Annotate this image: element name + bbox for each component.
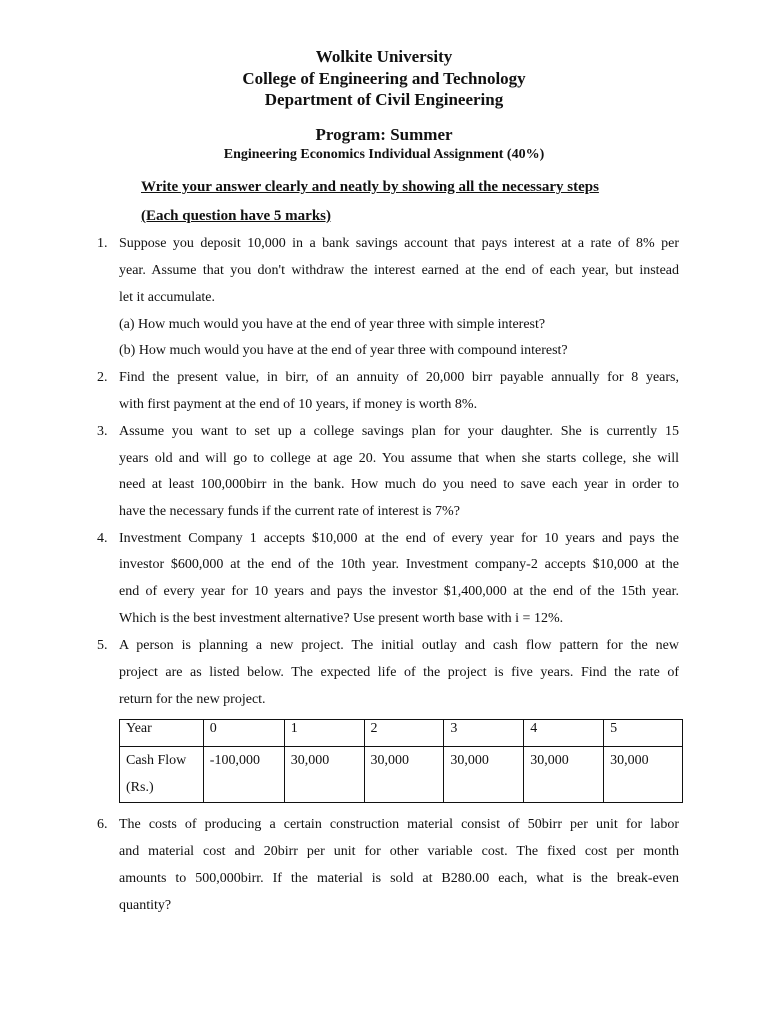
table-cell-cash-2: 30,000: [364, 747, 444, 803]
table-cell-year-5: 5: [604, 720, 683, 747]
question-1-part-a: (a) How much would you have at the end of year three with simple interest?: [119, 317, 546, 332]
table-cell-year-0: 0: [203, 720, 284, 747]
question-5-line-3: return for the new project.: [119, 692, 266, 707]
question-1-line-2: year. Assume that you don't withdraw the interest earned at the end of each year, but instead: [119, 263, 679, 278]
question-number-4: 4.: [97, 531, 108, 546]
college-name: College of Engineering and Technology: [242, 69, 526, 88]
university-name: Wolkite University: [315, 47, 453, 66]
instruction-line-1: Write your answer clearly and neatly by showing all the necessary steps: [141, 179, 599, 195]
table-row: [120, 747, 683, 803]
table-cell-cash-3: 30,000: [444, 747, 524, 803]
cash-flow-unit: (Rs.): [126, 780, 154, 795]
question-2-line-1: Find the present value, in birr, of an annuity of 20,000 birr payable annually for 8 years,: [119, 370, 679, 385]
question-5-line-2: project are as listed below. The expected life of the project is five years. Find the rate of: [119, 665, 679, 680]
question-number-5: 5.: [97, 638, 108, 653]
question-6-line-2: and material cost and 20birr per unit for other variable cost. The fixed cost per month: [119, 844, 679, 859]
question-3-line-2: years old and will go to college at age 20. You assume that when she starts college, she will: [119, 451, 679, 466]
question-1-part-b: (b) How much would you have at the end of year three with compound interest?: [119, 343, 568, 358]
question-6-line-3: amounts to 500,000birr. If the material is sold at B280.00 each, what is the break-even: [119, 871, 679, 886]
question-3-line-3: need at least 100,000birr in the bank. How much do you need to save each year in order to: [119, 477, 679, 492]
question-1-line-3: let it accumulate.: [119, 290, 216, 305]
question-6-line-4: quantity?: [119, 898, 172, 913]
instruction-line-2: (Each question have 5 marks): [141, 208, 332, 224]
question-1-line-1: Suppose you deposit 10,000 in a bank savings account that pays interest at a rate of 8% per: [119, 236, 679, 251]
table-cell-year-1: 1: [284, 720, 364, 747]
question-number-1: 1.: [97, 236, 108, 251]
table-cell-year-4: 4: [524, 720, 604, 747]
table-cell-year-3: 3: [444, 720, 524, 747]
question-5-line-1: A person is planning a new project. The initial outlay and cash flow pattern for the new: [119, 638, 679, 653]
department-name: Department of Civil Engineering: [264, 90, 504, 109]
table-header-cash-flow: [120, 747, 204, 803]
question-number-2: 2.: [97, 370, 108, 385]
table-cell-cash-0: -100,000: [203, 747, 284, 803]
table-header-year: Year: [120, 720, 204, 747]
cash-flow-table: [119, 719, 683, 803]
table-cell-cash-1: 30,000: [284, 747, 364, 803]
question-number-3: 3.: [97, 424, 108, 439]
question-number-6: 6.: [97, 817, 108, 832]
question-2-line-2: with first payment at the end of 10 years, if money is worth 8%.: [119, 397, 478, 412]
question-6-line-1: The costs of producing a certain construction material consist of 50birr per unit for labor: [119, 817, 679, 832]
table-cell-cash-5: 30,000: [604, 747, 683, 803]
question-4-line-1: Investment Company 1 accepts $10,000 at the end of every year for 10 years and pays the: [119, 531, 679, 546]
program-title: Program: Summer: [315, 125, 453, 144]
question-3-line-4: have the necessary funds if the current rate of interest is 7%?: [119, 504, 460, 519]
question-4-line-4: Which is the best investment alternative? Use present worth base with i = 12%.: [119, 611, 564, 626]
table-cell-cash-4: 30,000: [524, 747, 604, 803]
question-3-line-1: Assume you want to set up a college savings plan for your daughter. She is currently 15: [119, 424, 679, 439]
table-row: [120, 720, 683, 747]
assignment-title: Engineering Economics Individual Assignment (40%): [223, 147, 545, 162]
question-4-line-2: investor $600,000 at the end of the 10th year. Investment company-2 accepts $10,000 at the: [119, 557, 679, 572]
table-cell-year-2: 2: [364, 720, 444, 747]
cash-flow-label: Cash Flow: [126, 753, 187, 768]
question-4-line-3: end of every year for 10 years and pays the investor $1,400,000 at the end of the 15th year.: [119, 584, 679, 599]
